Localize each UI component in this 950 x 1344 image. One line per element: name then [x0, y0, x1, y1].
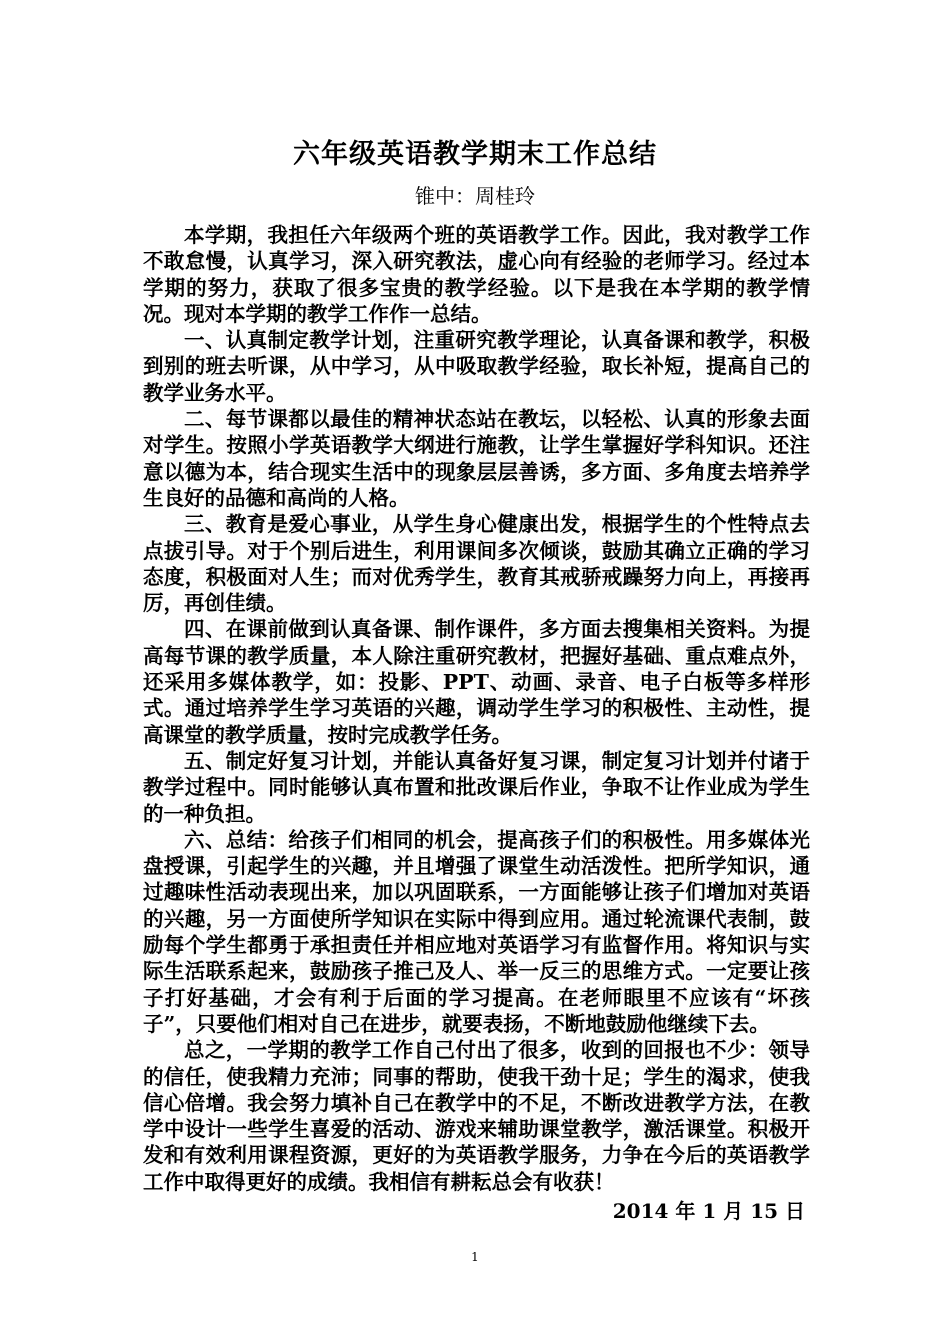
- paragraph-section-2: 二、每节课都以最佳的精神状态站在教坛，以轻松、认真的形象去面对学生。按照小学英语教学大纲进行施教，让学生掌握好学科知识。还注意以德为本，结合现实生活中的现象层层善诱，多方面、多角度去培养学生良好的品德和高尚的人格。: [143, 407, 810, 510]
- paragraph-intro: 本学期，我担任六年级两个班的英语教学工作。因此，我对教学工作不敢怠慢，认真学习，深入研究教法，虚心向有经验的老师学习。经过本学期的努力，获取了很多宝贵的教学经验。以下是我在本学期的教学情况。现对本学期的教学工作作一总结。: [143, 223, 810, 326]
- document-date: 2014 年 1 月 15 日: [612, 1199, 805, 1223]
- paragraph-section-6: 六、总结：给孩子们相同的机会，提高孩子们的积极性。用多媒体光盘授课，引起学生的兴趣，并且增强了课堂生动活泼性。把所学知识，通过趣味性活动表现出来，加以巩固联系，一方面能够让孩子们增加对英语的兴趣，另一方面使所学知识在实际中得到应用。通过轮流课代表制，鼓励每个学生都勇于承担责任并相应地对英语学习有监督作用。将知识与实际生活联系起来，鼓励孩子推己及人、举一反三的思维方式。一定要让孩子打好基础，才会有利于后面的学习提高。在老师眼里不应该有“坏孩子”，只要他们相对自己在进步，就要表扬，不断地鼓励他继续下去。: [143, 827, 810, 1036]
- page-number: 1: [471, 1250, 479, 1264]
- document-body: [143, 222, 810, 1195]
- paragraph-section-3: 三、教育是爱心事业，从学生身心健康出发，根据学生的个性特点去点拔引导。对于个别后进生，利用课间多次倾谈，鼓励其确立正确的学习态度，积极面对人生；而对优秀学生，教育其戒骄戒躁努力向上，再接再厉，再创佳绩。: [143, 512, 810, 616]
- document-title: 六年级英语教学期末工作总结: [293, 139, 657, 170]
- author-line: 锥中：周桂玲: [415, 184, 535, 208]
- paragraph-section-4: 四、在课前做到认真备课、制作课件，多方面去搜集相关资料。为提高每节课的教学质量，本人除注重研究教材，把握好基础、重点难点外，还采用多媒体教学，如：投影、PPT、动画、录音、电子白板等多样形式。通过培养学生学习英语的兴趣，调动学生学习的积极性、主动性，提高课堂的教学质量，按时完成教学任务。: [143, 617, 810, 747]
- paragraph-conclusion: 总之，一学期的教学工作自己付出了很多，收到的回报也不少：领导的信任，使我精力充沛；同事的帮助，使我干劲十足；学生的渴求，使我信心倍增。我会努力填补自己在教学中的不足，不断改进教学方法，在教学中设计一些学生喜爱的活动、游戏来辅助课堂教学，激活课堂。积极开发和有效利用课程资源，更好的为英语教学服务，力争在今后的英语教学工作中取得更好的成绩。我相信有耕耘总会有收获！: [143, 1038, 810, 1194]
- paragraph-section-1: 一、认真制定教学计划，注重研究教学理论，认真备课和教学，积极到别的班去听课，从中学习，从中吸取教学经验，取长补短，提高自己的教学业务水平。: [143, 328, 810, 405]
- paragraph-section-5: 五、制定好复习计划，并能认真备好复习课，制定复习计划并付诸于教学过程中。同时能够认真布置和批改课后作业，争取不让作业成为学生的一种负担。: [143, 748, 810, 826]
